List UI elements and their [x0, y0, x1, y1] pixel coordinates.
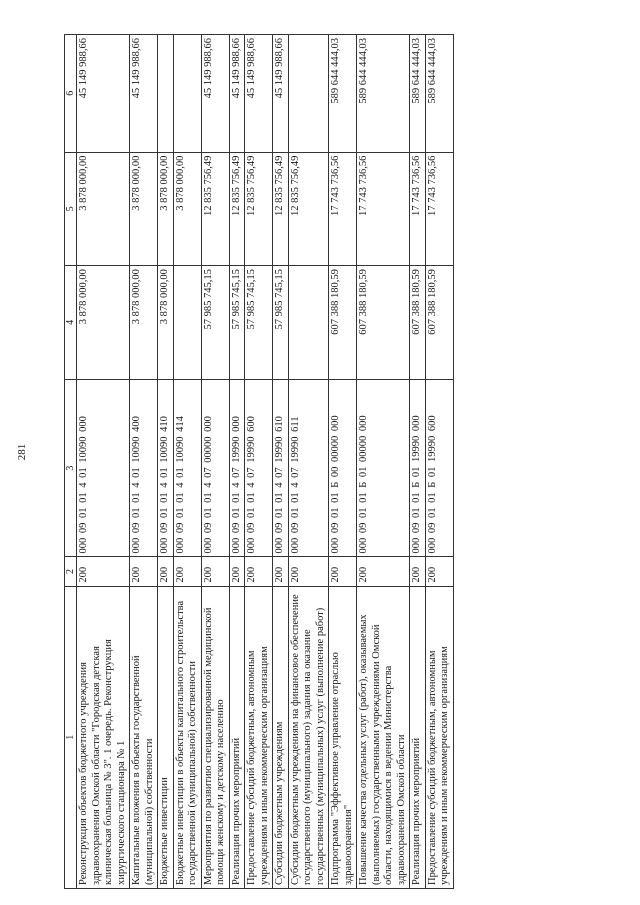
- row-name-cell: Реконструкция объектов бюджетного учреждения здравоохранения Омской области "Городская детская клиническая больница № 3". 1 очередь. Реконструкция хирургического стационара № 1: [77, 586, 130, 888]
- row-group-cell: 200: [425, 557, 453, 586]
- row-name-cell: Реализация прочих мероприятий: [229, 586, 245, 888]
- row-code-cell: 000 09 01 01 4 07 19990 600: [245, 379, 273, 557]
- header-cell-4: 4: [65, 266, 77, 380]
- row-value-col6: 45 149 988,66: [245, 35, 273, 153]
- row-group-cell: 200: [329, 557, 357, 586]
- row-value-col5: 12 835 756,49: [201, 152, 229, 266]
- row-name-cell: Бюджетные инвестиции в объекты капитального строительства государственной (муниципальной) собственности: [173, 586, 201, 888]
- row-value-col5: 12 835 756,49: [229, 152, 245, 266]
- budget-table: [64, 34, 454, 889]
- row-group-cell: 200: [77, 557, 130, 586]
- row-value-col6: 45 149 988,66: [201, 35, 229, 153]
- row-value-col4: [173, 266, 201, 380]
- row-code-cell: 000 09 01 01 Б 01 00000 000: [357, 379, 410, 557]
- row-group-cell: 200: [273, 557, 289, 586]
- row-code-cell: 000 09 01 01 4 01 10090 000: [77, 379, 130, 557]
- table-row: [173, 35, 201, 889]
- row-code-cell: 000 09 01 01 4 01 10090 400: [130, 379, 158, 557]
- header-cell-1: 1: [65, 586, 77, 888]
- row-name-cell: Повышение качества отдельных услуг (работ), оказываемых (выполняемых) государственными учреждениями Омской области, находящимися в ведении Министерства здравоохранения Омской области: [357, 586, 410, 888]
- table-row: [288, 35, 329, 889]
- row-group-cell: 200: [245, 557, 273, 586]
- row-value-col6: [158, 35, 174, 153]
- table-row: [425, 35, 453, 889]
- row-value-col5: 17 743 736,56: [425, 152, 453, 266]
- row-code-cell: 000 09 01 01 4 07 19990 610: [273, 379, 289, 557]
- row-group-cell: 200: [229, 557, 245, 586]
- row-value-col4: 57 985 745,15: [245, 266, 273, 380]
- row-code-cell: 000 09 01 01 4 07 19990 000: [229, 379, 245, 557]
- row-value-col6: 45 149 988,66: [273, 35, 289, 153]
- rotated-table-container: [64, 34, 554, 889]
- row-name-cell: Бюджетные инвестиции: [158, 586, 174, 888]
- row-value-col5: 17 743 736,56: [410, 152, 426, 266]
- row-value-col5: 12 835 756,49: [245, 152, 273, 266]
- table-row: [77, 35, 130, 889]
- row-code-cell: 000 09 01 01 Б 01 19990 000: [410, 379, 426, 557]
- row-name-cell: Мероприятия по развитию специализированной медицинской помощи женскому и детскому населению: [201, 586, 229, 888]
- row-code-cell: 000 09 01 01 4 07 19990 611: [288, 379, 329, 557]
- row-value-col5: 3 878 000,00: [173, 152, 201, 266]
- row-value-col4: 607 388 180,59: [425, 266, 453, 380]
- row-value-col6: 589 644 444,03: [357, 35, 410, 153]
- row-value-col4: [288, 266, 329, 380]
- row-group-cell: 200: [201, 557, 229, 586]
- row-value-col5: 3 878 000,00: [158, 152, 174, 266]
- row-name-cell: Капитальные вложения в объекты государственной (муниципальной) собственности: [130, 586, 158, 888]
- row-value-col5: 3 878 000,00: [130, 152, 158, 266]
- table-row: [158, 35, 174, 889]
- row-value-col5: 12 835 756,49: [273, 152, 289, 266]
- row-value-col6: [288, 35, 329, 153]
- row-name-cell: Предоставление субсидий бюджетным, автономным учреждениям и иным некоммерческим организациям: [425, 586, 453, 888]
- row-value-col5: 17 743 736,56: [357, 152, 410, 266]
- header-cell-6: 6: [65, 35, 77, 153]
- header-cell-2: 2: [65, 557, 77, 586]
- row-code-cell: 000 09 01 01 4 07 00000 000: [201, 379, 229, 557]
- row-code-cell: 000 09 01 01 4 01 10090 410: [158, 379, 174, 557]
- row-name-cell: Субсидии бюджетным учреждениям на финансовое обеспечение государственного (муниципального) задания на оказание государственных (муниципальных) услуг (выполнение работ): [288, 586, 329, 888]
- row-group-cell: 200: [158, 557, 174, 586]
- table-row: [410, 35, 426, 889]
- row-group-cell: 200: [288, 557, 329, 586]
- row-value-col4: 3 878 000,00: [158, 266, 174, 380]
- row-value-col4: 607 388 180,59: [329, 266, 357, 380]
- table-row: [245, 35, 273, 889]
- table-row: [357, 35, 410, 889]
- row-value-col6: 589 644 444,03: [425, 35, 453, 153]
- row-name-cell: Субсидии бюджетным учреждениям: [273, 586, 289, 888]
- row-group-cell: 200: [173, 557, 201, 586]
- row-value-col5: 17 743 736,56: [329, 152, 357, 266]
- table-row: [229, 35, 245, 889]
- row-code-cell: 000 09 01 01 4 01 10090 414: [173, 379, 201, 557]
- table-row: [329, 35, 357, 889]
- row-value-col4: 3 878 000,00: [77, 266, 130, 380]
- row-value-col6: 45 149 988,66: [130, 35, 158, 153]
- row-value-col6: 45 149 988,66: [229, 35, 245, 153]
- row-group-cell: 200: [130, 557, 158, 586]
- row-value-col4: 57 985 745,15: [229, 266, 245, 380]
- row-value-col5: 3 878 000,00: [77, 152, 130, 266]
- row-name-cell: Предоставление субсидий бюджетным, автономным учреждениям и иным некоммерческим организациям: [245, 586, 273, 888]
- row-value-col4: 57 985 745,15: [201, 266, 229, 380]
- row-group-cell: 200: [357, 557, 410, 586]
- row-code-cell: 000 09 01 01 Б 01 19990 600: [425, 379, 453, 557]
- row-value-col4: 607 388 180,59: [357, 266, 410, 380]
- row-code-cell: 000 09 01 01 Б 00 00000 000: [329, 379, 357, 557]
- row-value-col5: 12 835 756,49: [288, 152, 329, 266]
- row-group-cell: 200: [410, 557, 426, 586]
- page-number: 281: [16, 443, 28, 461]
- row-value-col6: 589 644 444,03: [329, 35, 357, 153]
- row-value-col6: [173, 35, 201, 153]
- row-value-col4: 607 388 180,59: [410, 266, 426, 380]
- table-header-row: [65, 35, 77, 889]
- table-row: [130, 35, 158, 889]
- row-value-col4: 57 985 745,15: [273, 266, 289, 380]
- row-value-col6: 45 149 988,66: [77, 35, 130, 153]
- row-value-col4: 3 878 000,00: [130, 266, 158, 380]
- row-value-col6: 589 644 444,03: [410, 35, 426, 153]
- header-cell-3: 3: [65, 379, 77, 557]
- row-name-cell: Реализация прочих мероприятий: [410, 586, 426, 888]
- header-cell-5: 5: [65, 152, 77, 266]
- table-row: [273, 35, 289, 889]
- row-name-cell: Подпрограмма "Эффективное управление отраслью здравоохранения": [329, 586, 357, 888]
- table-row: [201, 35, 229, 889]
